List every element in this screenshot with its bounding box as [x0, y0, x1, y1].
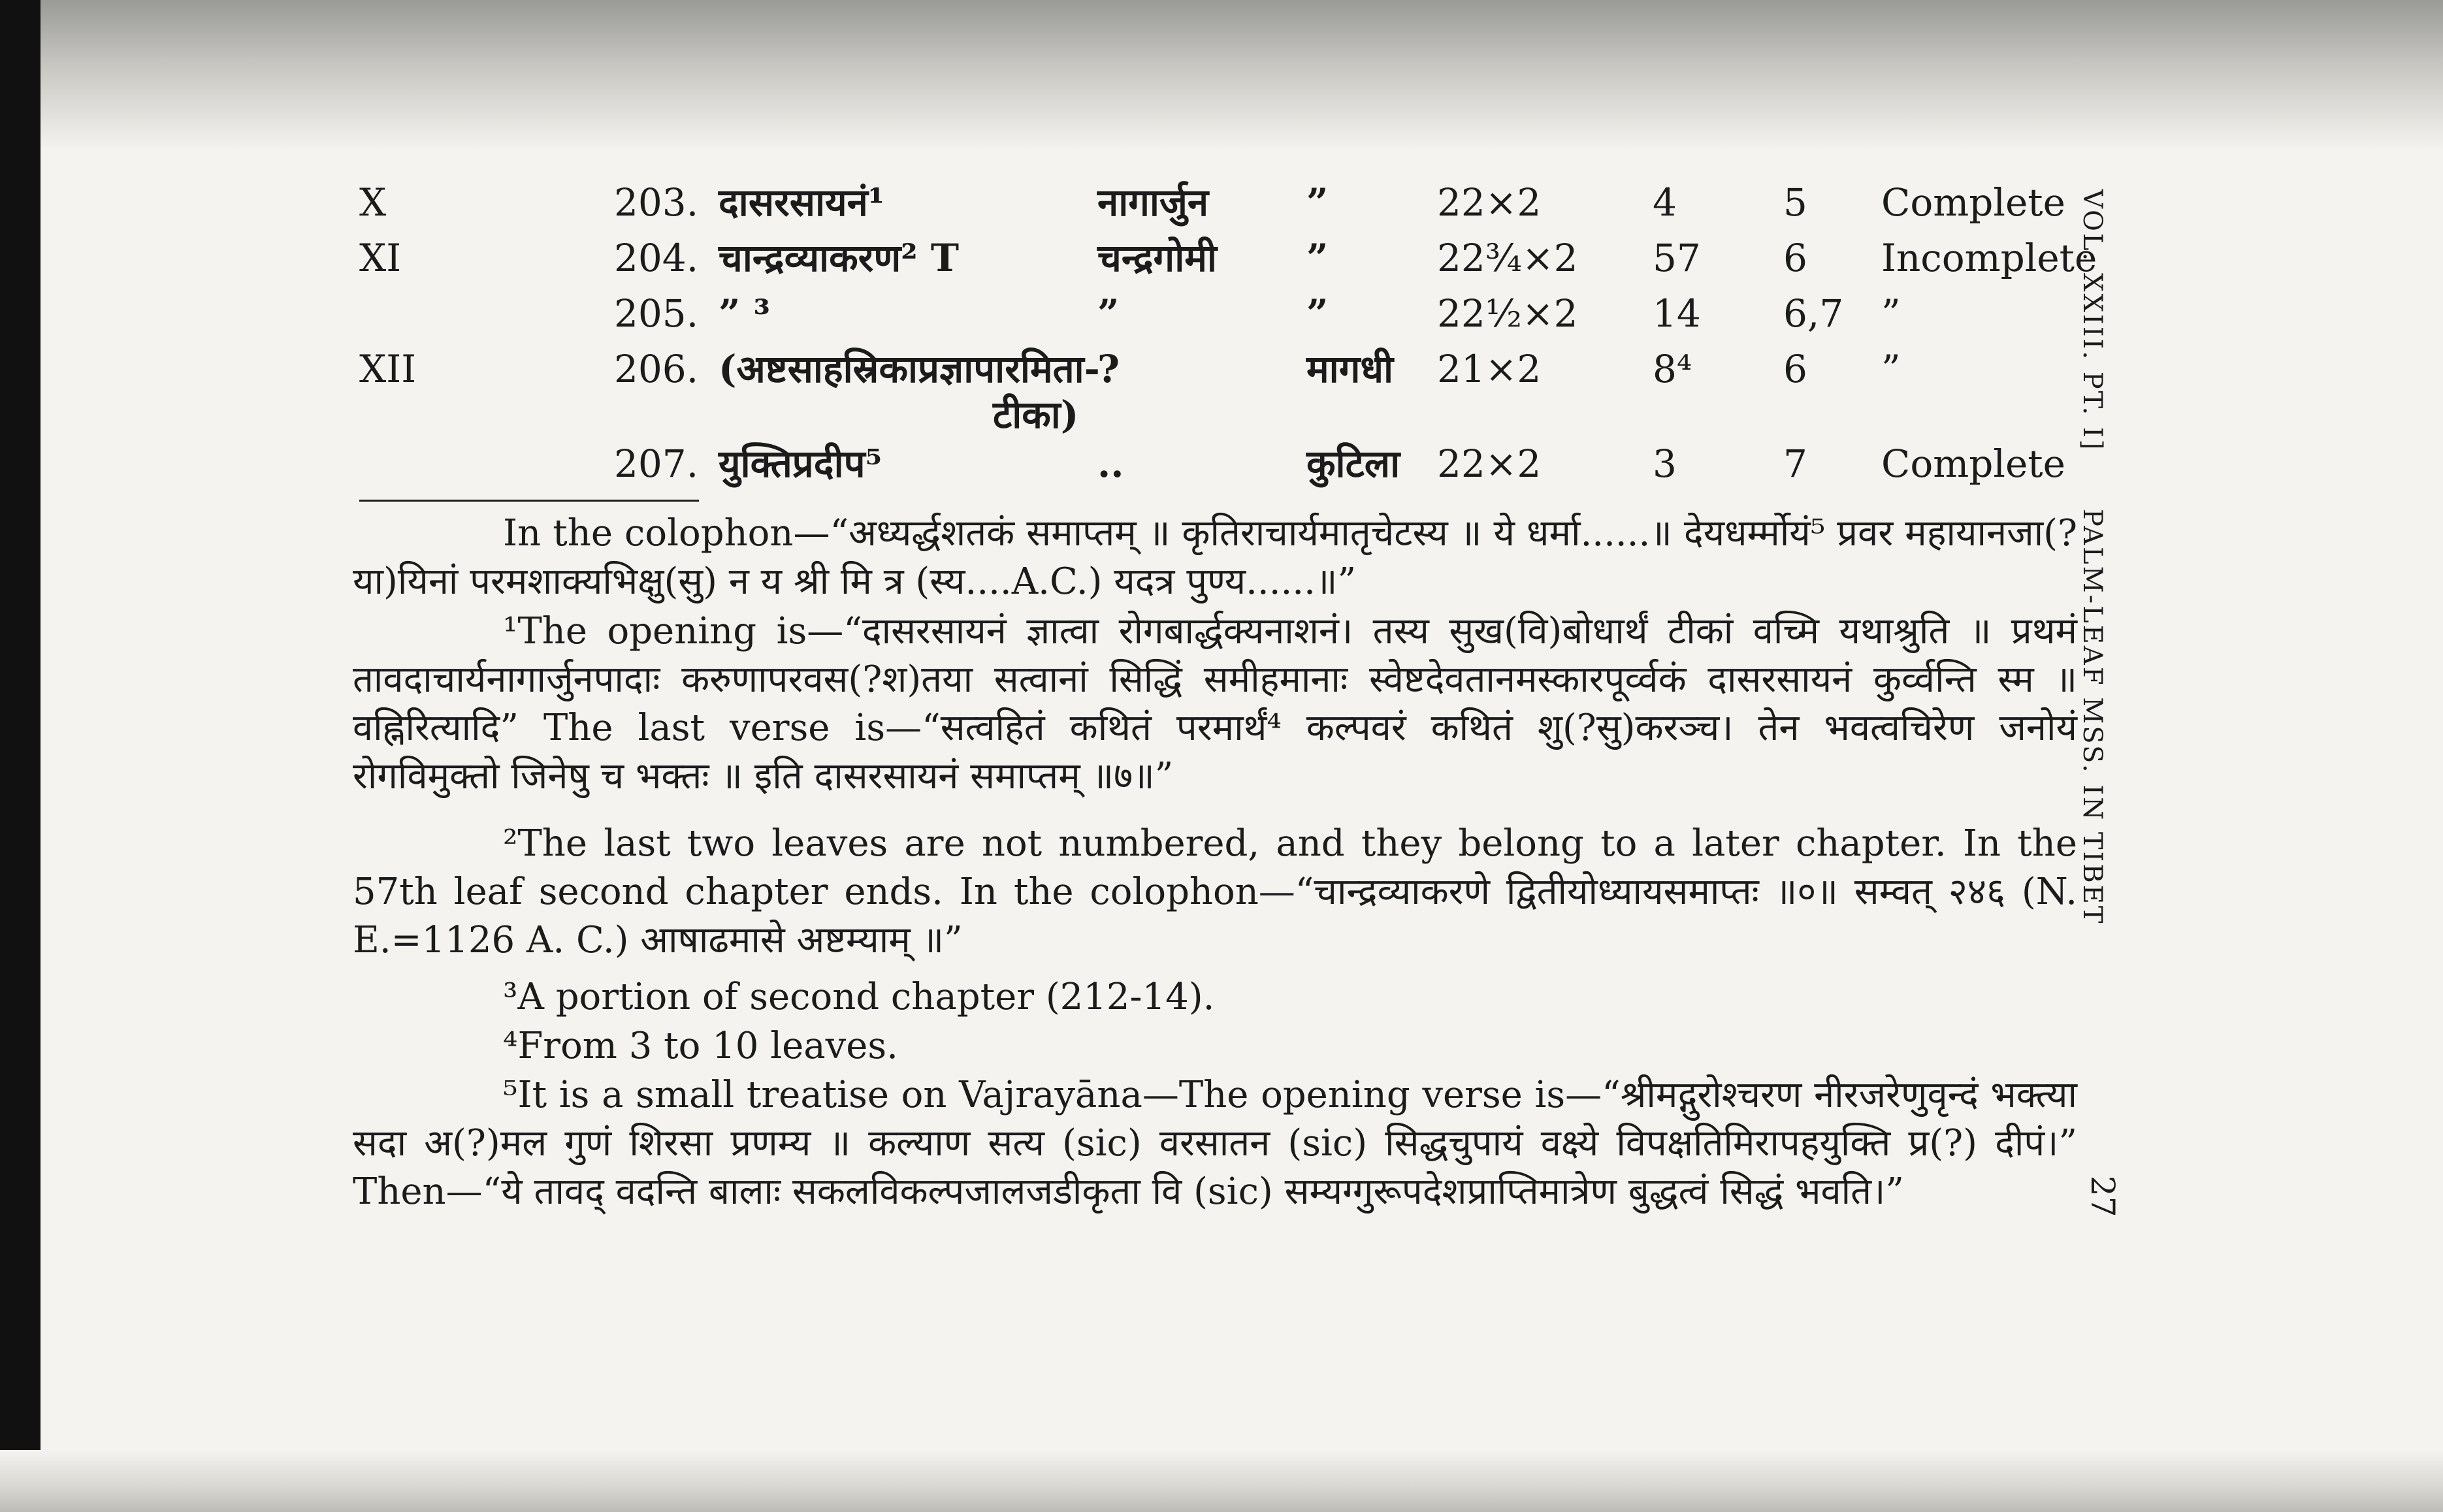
- author-cell: ..: [1097, 442, 1124, 486]
- author-cell: नागार्जुन: [1097, 180, 1209, 225]
- lines-cell: 5: [1783, 180, 1807, 225]
- running-title: PALM-LEAF MSS. IN TIBET: [2077, 508, 2107, 925]
- footnote-4: ⁴From 3 to 10 leaves.: [503, 1025, 898, 1067]
- number-cell: 204.: [614, 236, 699, 280]
- number-cell: 206.: [614, 347, 699, 391]
- script-cell: मागधी: [1306, 347, 1394, 391]
- number-cell: 203.: [614, 180, 699, 225]
- lines-cell: 6: [1783, 236, 1807, 280]
- size-cell: 22×2: [1437, 180, 1542, 225]
- condition-cell: Complete: [1881, 442, 2065, 486]
- book-binding-edge: [0, 0, 40, 1512]
- running-head: [2077, 189, 2107, 925]
- condition-cell: ”: [1881, 291, 1901, 336]
- title-cell: युक्तिप्रदीप⁵: [719, 442, 882, 486]
- page-number: 27: [2084, 1176, 2122, 1217]
- script-cell: ”: [1306, 180, 1329, 225]
- size-cell: 22½×2: [1437, 291, 1578, 336]
- author-cell: ”: [1097, 291, 1120, 336]
- section-cell: XI: [359, 236, 402, 280]
- leaves-cell: 4: [1653, 180, 1677, 225]
- footnote-1: ¹The opening is—“दासरसायनं ज्ञात्वा रोगबार्द्धक्यनाशनं। तस्य सुख(वि)बोधार्थं टीकां वच्मि यथाश्रुति ॥ प्रथमं तावदाचार्यनागार्जुनपादाः करुणापरवस(?श)तया सत्वानां सिद्धिं समीहमानाः स्वेष्टदेवतानमस्कारपूर्व्वकं दासरसायनं कुर्व्वन्ति स्म ॥ वह्निरित्यादि” The last verse is—“सत्वहितं कथितं परमार्थं⁴ कल्पवरं कथितं शु(?सु)करञ्च। तेन भवत्वचिरेण जनोयं रोगविमुक्तो जिनेषु च भक्तः ॥ इति दासरसायनं समाप्तम् ॥७॥”: [353, 610, 2077, 797]
- volume-label: VOL. XXIII. PT. I]: [2077, 189, 2107, 452]
- section-cell: XII: [359, 347, 417, 391]
- document-page: [353, 163, 2116, 1274]
- section-cell: X: [359, 180, 387, 225]
- scan-shadow-bottom: [0, 1450, 2443, 1512]
- size-cell: 22¾×2: [1437, 236, 1578, 280]
- script-cell: ”: [1306, 236, 1329, 280]
- author-cell: चन्द्रगोमी: [1097, 236, 1217, 280]
- title-cell: टीका): [993, 393, 1079, 437]
- lines-cell: 6,7: [1783, 291, 1844, 336]
- condition-cell: ”: [1881, 347, 1901, 391]
- colophon-paragraph: In the colophon—“अध्यर्द्धशतकं समाप्तम् ॥ कृतिराचार्यमातृचेटस्य ॥ ये धर्मा......॥ देयधर्म्मोयं⁵ प्रवर महायानजा(?या)यिनां परमशाक्यभिक्षु(सु) न य श्री मि त्र (स्य....A.C.) यदत्र पुण्य......॥”: [353, 512, 2077, 603]
- leaves-cell: 3: [1653, 442, 1677, 486]
- size-cell: 21×2: [1437, 347, 1542, 391]
- condition-cell: Complete: [1881, 180, 2065, 225]
- size-cell: 22×2: [1437, 442, 1542, 486]
- title-cell: (अष्टसाहस्रिकाप्रज्ञापारमिता-: [719, 347, 1100, 391]
- condition-cell: Incomplete: [1881, 236, 2097, 280]
- leaves-cell: 57: [1653, 236, 1701, 280]
- footnote-3: ³A portion of second chapter (212-14).: [503, 976, 1215, 1018]
- title-cell: चान्द्रव्याकरण² T: [719, 236, 960, 280]
- number-cell: 207.: [614, 442, 699, 486]
- footnote-2: ²The last two leaves are not numbered, and they belong to a later chapter. In the 57th leaf second chapter ends. In the colophon—“चान्द्रव्याकरणे द्वितीयोध्यायसमाप्तः ॥०॥ सम्वत् २४६ (N. E.=1126 A. C.) आषाढमासे अष्टम्याम् ॥”: [353, 822, 2077, 961]
- script-cell: कुटिला: [1306, 442, 1400, 486]
- scan-shadow-top: [0, 0, 2443, 150]
- script-cell: ”: [1306, 291, 1329, 336]
- title-cell: ” ³: [719, 291, 770, 336]
- lines-cell: 7: [1783, 442, 1807, 486]
- number-cell: 205.: [614, 291, 699, 336]
- author-cell: ?: [1097, 347, 1120, 391]
- leaves-cell: 8⁴: [1653, 347, 1692, 391]
- footnote-rule: [359, 500, 699, 502]
- footnote-5: ⁵It is a small treatise on Vajrayāna—The opening verse is—“श्रीमद्गुरोश्चरण नीरजरेणुवृन्दं भक्त्या सदा अ(?)मल गुणं शिरसा प्रणम्य ॥ कल्याण सत्य (sic) वरसातन (sic) सिद्धचुपायं वक्ष्ये विपक्षतिमिरापहयुक्ति प्र(?) दीपं।” Then—“ये तावद् वदन्ति बालाः सकलविकल्पजालजडीकृता वि (sic) सम्यग्गुरूपदेशप्राप्तिमात्रेण बुद्धत्वं सिद्धं भवति।”: [353, 1074, 2077, 1213]
- title-cell: दासरसायनं¹: [719, 180, 885, 225]
- leaves-cell: 14: [1653, 291, 1701, 336]
- lines-cell: 6: [1783, 347, 1807, 391]
